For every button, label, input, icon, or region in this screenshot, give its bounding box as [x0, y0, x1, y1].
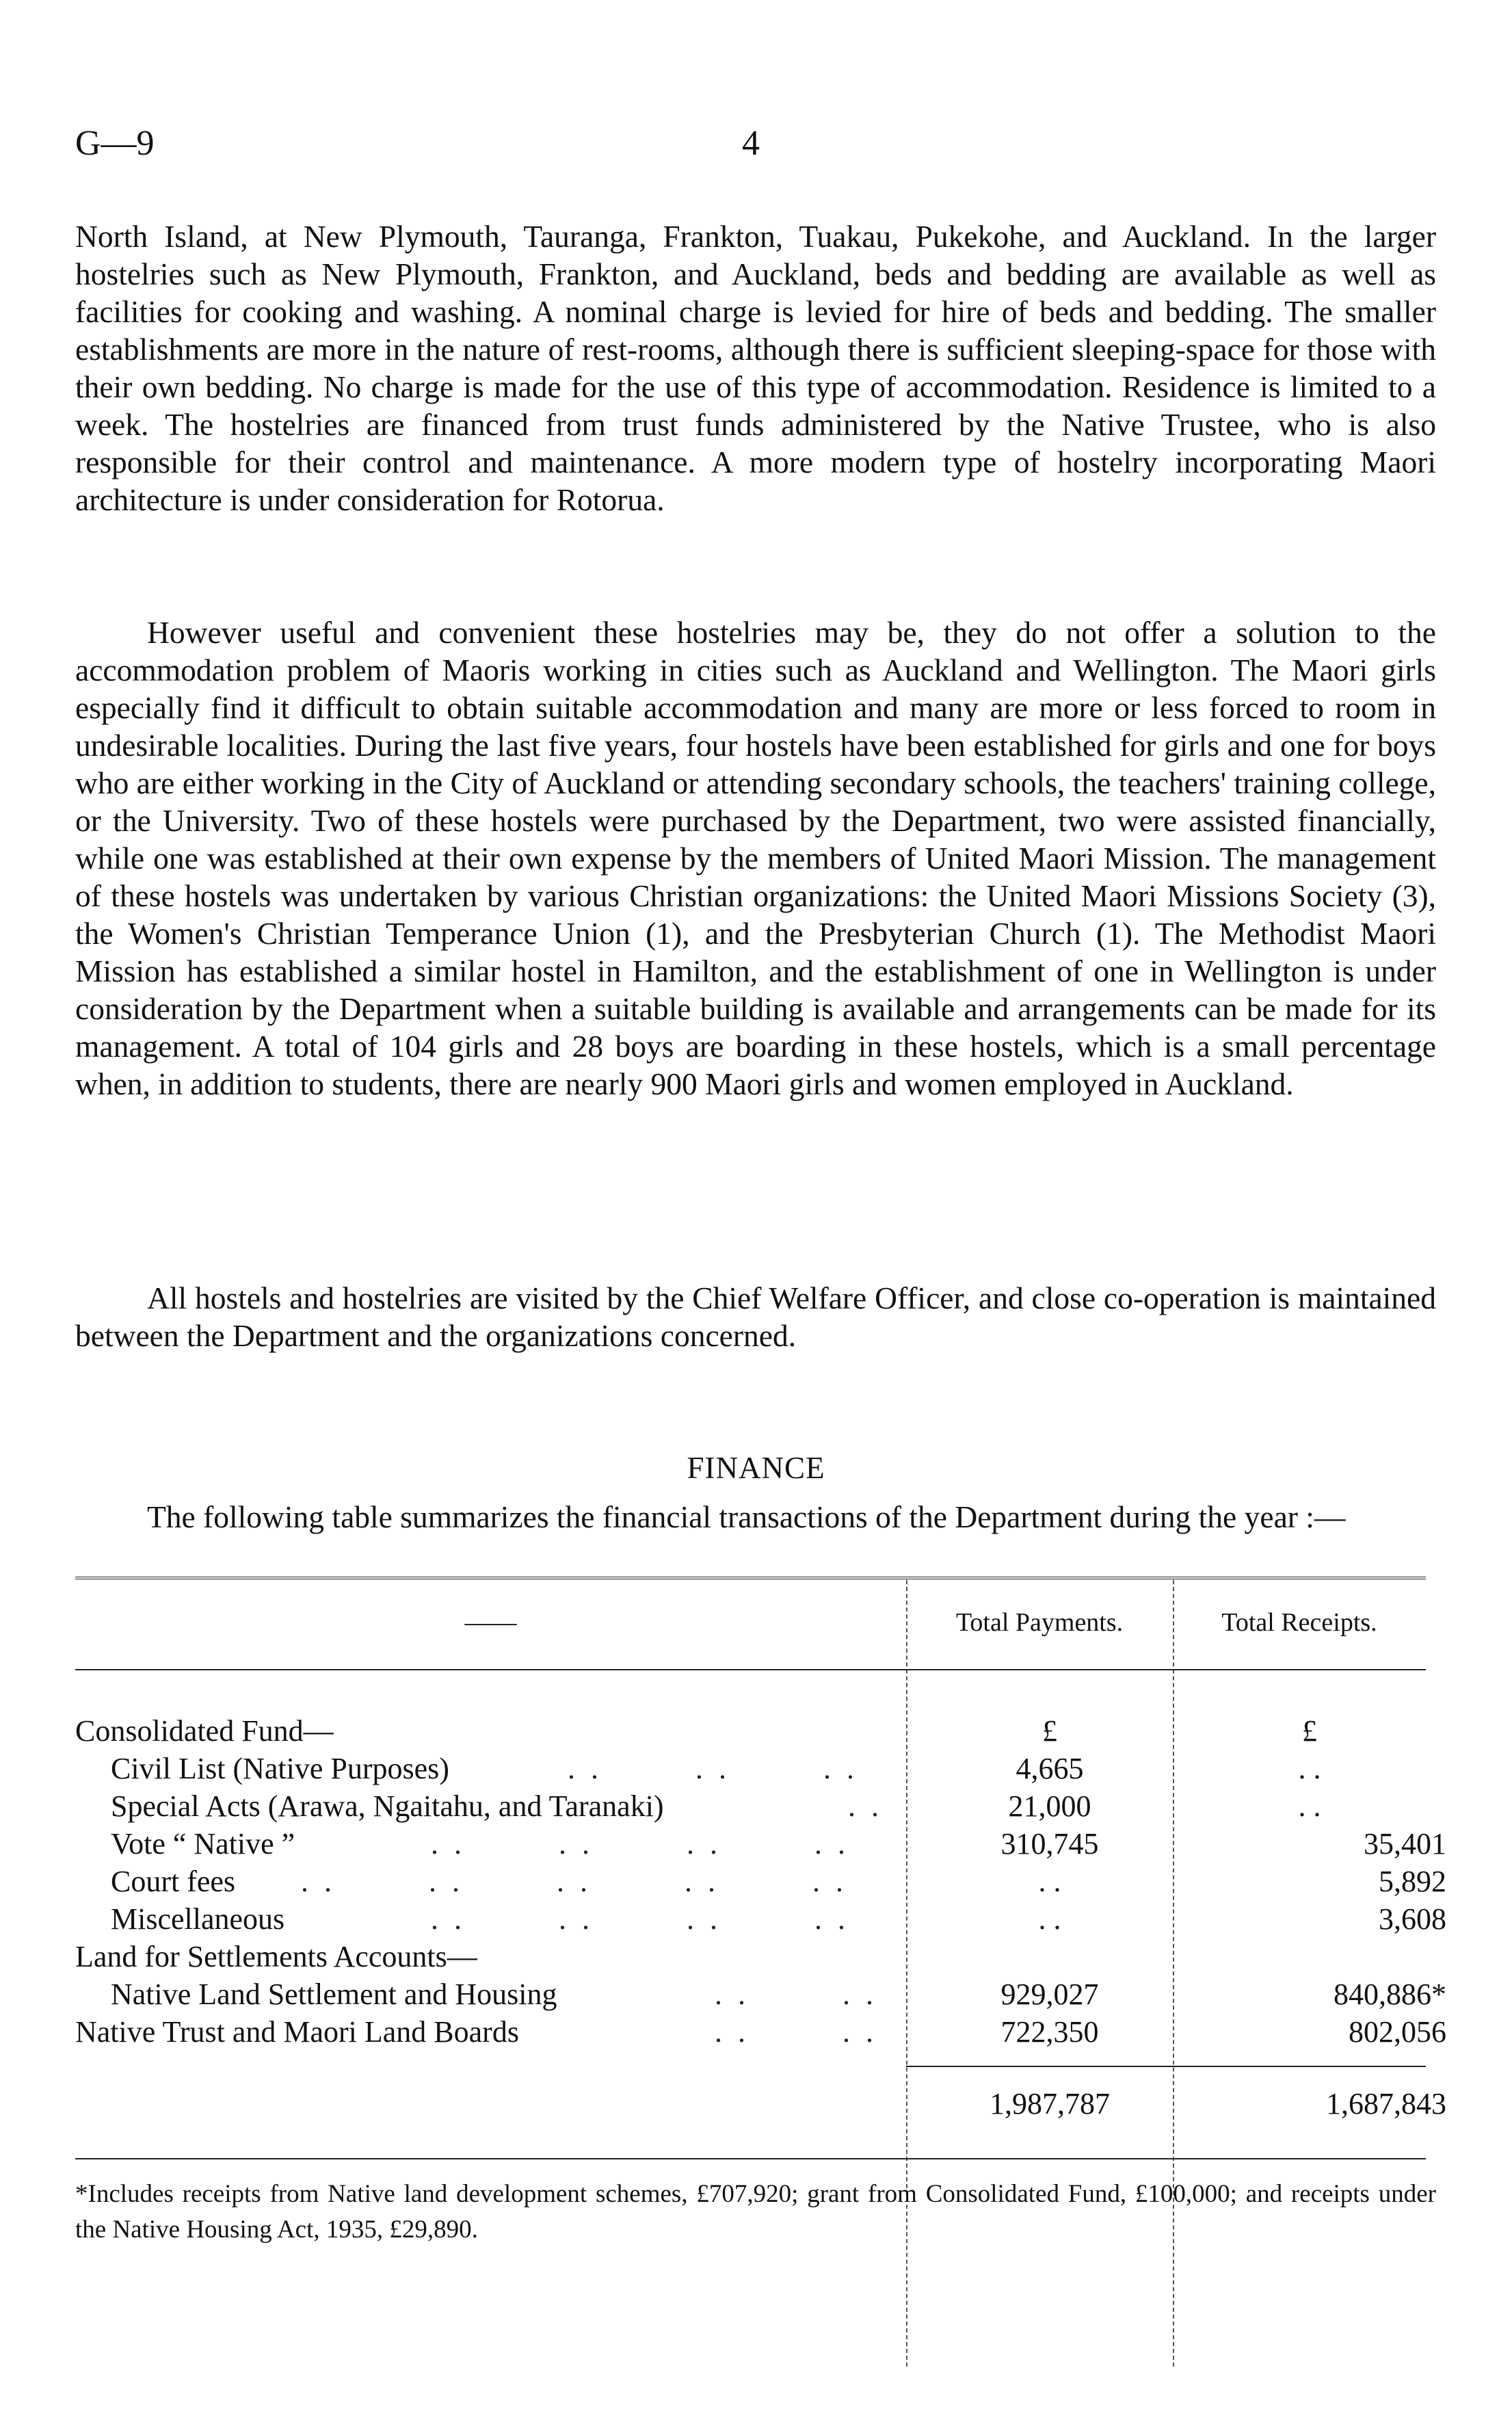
receipts-value: 840,886*: [1334, 1977, 1446, 2011]
row-label: Native Land Settlement and Housing: [111, 1977, 557, 2011]
report-code: G—9: [75, 124, 155, 163]
payments-value: 929,027: [1000, 1977, 1099, 2011]
receipts-value: 5,892: [1379, 1865, 1446, 1898]
paragraph-hostelries: North Island, at New Plymouth, Tauranga, Frankton, Tuakau, Pukekohe, and Auckland. In the larger hostelries such as New Plymouth, Frankton, and Auckland, beds and bedding are available as well as facilities for cooking and washing. A nominal charge is levied for hire of beds and bedding. The smaller establishments are more in the nature of rest-rooms, although there is sufficient sleeping-space for those with their own bedding. No charge is made for the use of this type of accommodation. Residence is limited to a week. The hostelries are financed from trust funds administered by the Native Trustee, who is also responsible for their control and maintenance. A more modern type of hostelry incorporating Maori architecture is under consideration for Rotorua.: [75, 219, 1436, 517]
table-total-row: [75, 2086, 1446, 2124]
row-label: Civil List (Native Purposes): [111, 1752, 449, 1785]
section-heading-finance: FINANCE: [687, 1451, 825, 1485]
receipts-value: . .: [1298, 1789, 1321, 1823]
payments-value: 310,745: [1000, 1827, 1099, 1861]
leader-dots: . .: [848, 1789, 883, 1823]
leader-dots: . . . . . .: [568, 1752, 858, 1785]
row-label: Vote “ Native ”: [111, 1827, 295, 1861]
table-row: [75, 1789, 1426, 1826]
receipts-value: 35,401: [1364, 1827, 1446, 1861]
row-label: Special Acts (Arawa, Ngaitahu, and Taranaki): [111, 1789, 664, 1823]
leader-dots: . . . .: [715, 1977, 877, 2011]
finance-intro: The following table summarizes the financial transactions of the Department during the year :—: [147, 1499, 1346, 1534]
header-rule: [75, 1669, 1426, 1670]
currency-receipts: £: [1302, 1714, 1317, 1748]
paragraph-visits: All hostels and hostelries are visited by the Chief Welfare Officer, and close co-operation is maintained between the Department and the organizations concerned.: [75, 1280, 1436, 1353]
table-row: [75, 1864, 1446, 1902]
total-receipts: 1,687,843: [1326, 2087, 1446, 2120]
total-payments: 1,987,787: [990, 2087, 1110, 2120]
row-label: Land for Settlements Accounts—: [75, 1940, 477, 1973]
row-label: Court fees: [111, 1865, 236, 1898]
payments-value: 722,350: [1000, 2015, 1099, 2049]
table-row: [75, 1826, 1446, 1864]
table-row: [75, 1902, 1446, 1939]
finance-table: [75, 1577, 1446, 2411]
table-row: [75, 1977, 1446, 2014]
table-top-rule: [75, 1577, 1426, 1579]
receipts-value: 802,056: [1349, 2015, 1446, 2049]
currency-payments: £: [1042, 1714, 1057, 1748]
row-label: Consolidated Fund—: [75, 1714, 334, 1748]
header-blank: ——: [464, 1608, 517, 1637]
table-bottom-rule: [75, 2158, 1426, 2159]
leader-dots: . . . . . . . . . .: [301, 1865, 847, 1898]
row-label: Native Trust and Maori Land Boards: [75, 2015, 519, 2049]
subtotal-rule: [906, 2066, 1426, 2067]
table-footnote: *Includes receipts from Native land development schemes, £707,920; grant from Consolidated Fund, £100,000; and receipts under the Native Housing Act, 1935, £29,890.: [75, 2180, 1436, 2244]
payments-value: . .: [1038, 1865, 1061, 1898]
table-row: [75, 1713, 1426, 1751]
table-row: [75, 1939, 1426, 1977]
payments-value: . .: [1038, 1902, 1061, 1936]
leader-dots: . . . . . . . .: [431, 1827, 849, 1861]
payments-value: 21,000: [1008, 1789, 1091, 1823]
table-row: [75, 1751, 1426, 1789]
receipts-value: . .: [1298, 1752, 1321, 1785]
page-number: 4: [742, 124, 760, 163]
leader-dots: . . . .: [715, 2015, 877, 2049]
payments-value: 4,665: [1016, 1752, 1084, 1785]
table-row: [75, 2014, 1446, 2052]
receipts-value: 3,608: [1379, 1902, 1446, 1936]
row-label: Miscellaneous: [111, 1902, 285, 1936]
header-total-receipts: Total Receipts.: [1221, 1608, 1377, 1637]
leader-dots: . . . . . . . .: [431, 1902, 849, 1936]
header-total-payments: Total Payments.: [955, 1608, 1124, 1637]
paragraph-hostels: However useful and convenient these hostelries may be, they do not offer a solution to the accommodation problem of Maoris working in cities such as Auckland and Wellington. The Maori girls especially find it difficult to obtain suitable accommodation and many are more or less forced to room in undesirable localities. During the last five years, four hostels have been established for girls and one for boys who are either working in the City of Auckland or attending secondary schools, the teachers' training college, or the University. Two of these hostels were purchased by the Department, two were assisted financially, while one was established at their own expense by the members of United Maori Mission. The management of these hostels was undertaken by various Christian organizations: the United Maori Missions Society (3), the Women's Christian Temperance Union (1), and the Presbyterian Church (1). The Methodist Maori Mission has established a similar hostel in Hamilton, and the establishment of one in Wellington is under consideration by the Department when a suitable building is available and arrangements can be made for its management. A total of 104 girls and 28 boys are boarding in these hostels, which is a small percentage when, in addition to students, there are nearly 900 Maori girls and women employed in Auckland.: [75, 615, 1436, 1101]
